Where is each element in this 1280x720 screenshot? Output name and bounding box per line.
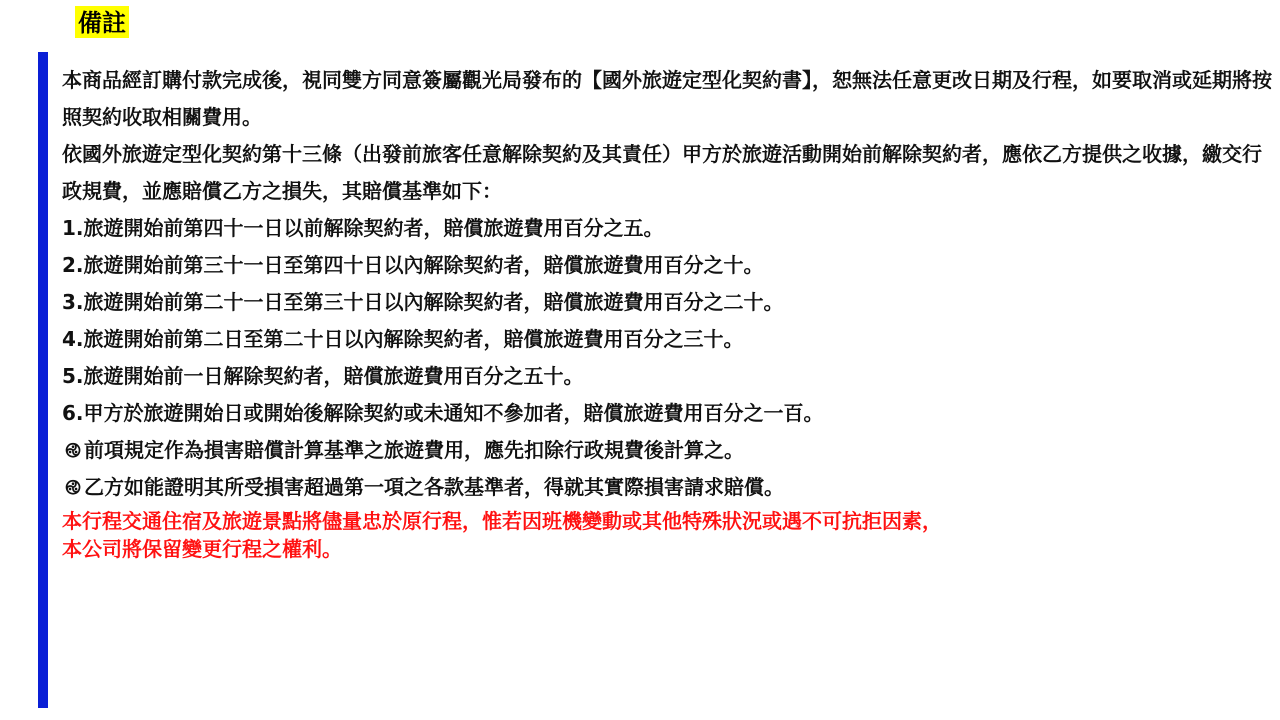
notice-line: 本行程交通住宿及旅遊景點將儘量忠於原行程，惟若因班機變動或其他特殊狀況或遇不可抗拒因素， (62, 509, 942, 533)
list-item: 6.甲方於旅遊開始日或開始後解除契約或未通知不參加者，賠償旅遊費用百分之一百。 (62, 401, 824, 425)
notice-line: 本公司將保留變更行程之權利。 (62, 537, 342, 561)
swirl-icon: ࿋ (65, 475, 81, 499)
accent-bar (38, 52, 48, 708)
change-notice (62, 507, 1272, 563)
list-item: 1.旅遊開始前第四十一日以前解除契約者，賠償旅遊費用百分之五。 (62, 216, 664, 240)
list-item: 2.旅遊開始前第三十一日至第四十日以內解除契約者，賠償旅遊費用百分之十。 (62, 253, 764, 277)
list-item: 5.旅遊開始前一日解除契約者，賠償旅遊費用百分之五十。 (62, 364, 584, 388)
special-item (62, 432, 1272, 469)
list-item: 4.旅遊開始前第二日至第二十日以內解除契約者，賠償旅遊費用百分之三十。 (62, 327, 744, 351)
heading-container (75, 6, 129, 38)
page-title: 備註 (75, 6, 129, 38)
special-item (62, 469, 1272, 506)
swirl-icon: ࿋ (65, 438, 81, 462)
paragraph-contract-clause: 依國外旅遊定型化契約第十三條（出發前旅客任意解除契約及其責任）甲方於旅遊活動開始前解除契約者，應依乙方提供之收據，繳交行政規費，並應賠償乙方之損失，其賠償基準如下： (62, 142, 1262, 203)
list-item: 3.旅遊開始前第二十一日至第三十日以內解除契約者，賠償旅遊費用百分之二十。 (62, 290, 784, 314)
paragraph-intro: 本商品經訂購付款完成後，視同雙方同意簽屬觀光局發布的【國外旅遊定型化契約書】，恕無法任意更改日期及行程，如要取消或延期將按照契約收取相關費用。 (62, 68, 1272, 129)
special-item-text: 前項規定作為損害賠償計算基準之旅遊費用，應先扣除行政規費後計算之。 (84, 438, 744, 462)
remarks-content (62, 62, 1272, 563)
special-item-text: 乙方如能證明其所受損害超過第一項之各款基準者，得就其實際損害請求賠償。 (84, 475, 784, 499)
